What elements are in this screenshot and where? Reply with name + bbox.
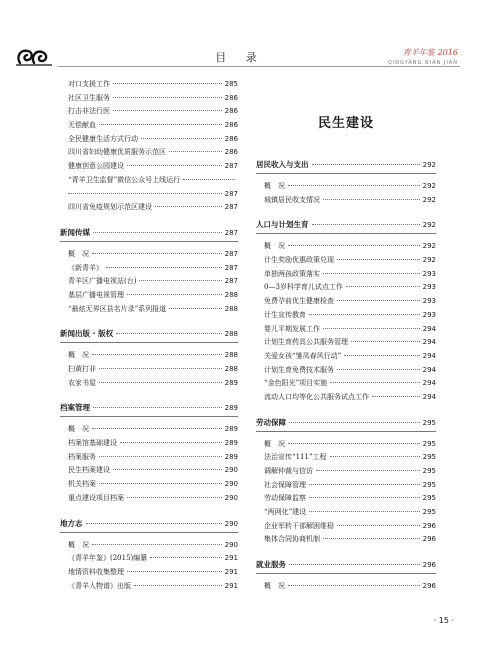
toc-page-number: 296 xyxy=(422,521,436,530)
toc-entry-title: 基层广播电视管理 xyxy=(68,290,124,299)
toc-entry[interactable] xyxy=(256,268,436,282)
toc-entry-title: 免费孕前优生健康检查 xyxy=(264,297,334,306)
dot-leader xyxy=(312,224,420,225)
toc-right-column xyxy=(256,158,436,594)
toc-entry[interactable] xyxy=(60,248,238,262)
toc-page-number: 287 xyxy=(224,162,238,171)
toc-page-number: 295 xyxy=(422,467,436,475)
dot-leader xyxy=(372,396,420,397)
toc-entry-title: 概 况 xyxy=(68,540,89,549)
toc-page-number: 292 xyxy=(422,161,436,169)
toc-entry-title: 《青羊年鉴》(2015)编纂 xyxy=(68,554,148,563)
toc-entry[interactable] xyxy=(256,479,436,493)
toc-section-heading[interactable] xyxy=(256,416,436,430)
toc-entry-title: 民生档案建设 xyxy=(68,466,110,475)
dot-leader xyxy=(337,369,420,370)
dot-leader xyxy=(330,382,419,383)
dot-leader xyxy=(337,259,420,260)
toc-entry[interactable] xyxy=(60,289,238,303)
dot-leader xyxy=(150,557,221,558)
toc-entry[interactable] xyxy=(256,240,436,254)
toc-entry[interactable] xyxy=(60,146,238,160)
dot-leader xyxy=(289,422,420,423)
toc-entry[interactable] xyxy=(60,377,238,391)
dot-leader xyxy=(141,138,222,139)
toc-entry-title: 劳动保障监察 xyxy=(264,494,306,503)
toc-entry-title: 计划生育药具公共服务管理 xyxy=(264,338,348,347)
dot-leader xyxy=(99,124,222,125)
toc-page-number: 295 xyxy=(422,439,436,448)
section-spacer xyxy=(60,215,238,226)
header-pinyin: QINGYANG NIAN JIAN xyxy=(387,60,458,66)
toc-entry[interactable] xyxy=(256,281,436,295)
dot-leader xyxy=(86,523,222,524)
toc-page-number: 289 xyxy=(224,378,238,387)
toc-entry-continuation[interactable] xyxy=(60,188,238,202)
toc-page-number: 294 xyxy=(422,351,436,360)
toc-entry-title: 四川省妇幼健康优质服务示范区 xyxy=(68,148,166,157)
toc-section-title: 居民收入与支出 xyxy=(256,160,309,169)
toc-page-number: 294 xyxy=(422,338,436,347)
toc-page-number: 296 xyxy=(422,582,436,591)
dot-leader xyxy=(116,333,222,334)
dot-leader xyxy=(92,354,222,355)
header-brand-block xyxy=(388,47,458,66)
toc-entry[interactable] xyxy=(256,350,436,364)
toc-entry[interactable] xyxy=(60,539,238,553)
toc-entry-title: 《新青羊》 xyxy=(68,263,103,272)
toc-entry[interactable] xyxy=(256,438,436,452)
toc-entry-title: 机关档案 xyxy=(68,480,96,489)
dot-leader xyxy=(312,164,420,165)
dot-leader xyxy=(155,206,222,207)
toc-page-number: 287 xyxy=(224,277,238,286)
toc-page-number: 294 xyxy=(422,379,436,388)
toc-section-title: 劳动保障 xyxy=(256,417,286,427)
toc-entry[interactable] xyxy=(60,478,238,492)
toc-entry-title: 概 况 xyxy=(264,242,285,251)
section-spacer xyxy=(256,405,436,416)
dot-leader xyxy=(99,483,222,484)
dot-leader xyxy=(346,286,420,287)
dot-leader xyxy=(288,443,420,444)
dot-leader xyxy=(337,300,420,301)
toc-entry[interactable] xyxy=(256,194,436,208)
toc-entry-title: 概 况 xyxy=(68,425,89,434)
toc-page-number: 289 xyxy=(224,425,238,434)
toc-entry-title: 社会保障管理 xyxy=(264,480,306,489)
dot-leader xyxy=(337,525,420,526)
dot-leader xyxy=(316,470,420,471)
toc-section-heading[interactable] xyxy=(60,226,238,240)
section-spacer xyxy=(60,506,238,517)
toc-page-number: 288 xyxy=(224,330,238,339)
toc-entry-title: 单独两孩政策落实 xyxy=(264,269,320,278)
toc-entry-title: 社区卫生服务 xyxy=(68,93,110,102)
toc-page-number: 293 xyxy=(422,297,436,306)
toc-entry-title: 计生宣传教育 xyxy=(264,310,306,319)
page-number: · 15 · xyxy=(433,616,454,625)
toc-entry-title: 全民健康生活方式行动 xyxy=(68,134,138,143)
toc-entry-title: 对口支援工作 xyxy=(68,80,110,88)
toc-page-number: 286 xyxy=(224,107,238,116)
toc-page-number: 287 xyxy=(224,263,238,272)
toc-entry[interactable] xyxy=(256,520,436,534)
toc-page-number: 295 xyxy=(422,480,436,489)
dot-leader xyxy=(351,341,420,342)
toc-section-heading[interactable] xyxy=(60,401,238,415)
toc-page-number: 288 xyxy=(224,365,238,373)
toc-page-number: 295 xyxy=(422,508,436,517)
dot-leader xyxy=(169,308,221,309)
dot-leader xyxy=(92,428,222,429)
toc-entry-title: “金色阳光”项目实施 xyxy=(264,379,328,388)
toc-page-number: 295 xyxy=(422,494,436,503)
toc-entry[interactable] xyxy=(60,464,238,478)
dot-leader xyxy=(127,571,222,572)
toc-entry[interactable] xyxy=(256,580,436,594)
section-spacer xyxy=(60,316,238,327)
toc-entry[interactable] xyxy=(60,566,238,580)
toc-entry-title: 城镇居民收支情况 xyxy=(264,195,320,204)
toc-section-heading[interactable] xyxy=(60,327,238,341)
toc-entry[interactable] xyxy=(256,180,436,194)
toc-page-number: 292 xyxy=(422,242,436,251)
toc-entry[interactable] xyxy=(60,580,238,594)
toc-entry[interactable] xyxy=(256,377,436,391)
toc-entry-title: 四川省免疫规划示范区建设 xyxy=(68,203,152,212)
toc-entry-title: 调解仲裁与信访 xyxy=(264,467,313,475)
toc-section-heading[interactable] xyxy=(60,517,238,531)
toc-entry[interactable] xyxy=(256,451,436,465)
dot-leader xyxy=(183,179,235,180)
toc-entry[interactable] xyxy=(256,506,436,520)
toc-entry-title: 概 况 xyxy=(264,582,285,591)
dot-leader xyxy=(330,456,420,457)
toc-section-title: 人口与计划生育 xyxy=(256,220,309,230)
toc-entry[interactable] xyxy=(256,465,436,479)
toc-entry-title: “最炫无界区县名片录”系列报道 xyxy=(68,304,167,313)
toc-page-number: 289 xyxy=(224,452,238,461)
toc-entry-title: 地情资料收集整理 xyxy=(68,567,124,576)
toc-entry-title: 概 况 xyxy=(264,182,285,190)
dot-leader xyxy=(127,165,222,166)
toc-entry[interactable] xyxy=(60,133,238,147)
toc-entry-title: 青羊区广播电视站(台) xyxy=(68,277,137,286)
toc-entry[interactable] xyxy=(60,423,238,437)
dot-leader xyxy=(113,110,222,111)
toc-entry[interactable] xyxy=(60,105,238,119)
toc-entry[interactable] xyxy=(256,295,436,309)
dot-leader xyxy=(169,151,222,152)
toc-page-number: 294 xyxy=(422,365,436,374)
dot-leader xyxy=(106,267,222,268)
dot-leader xyxy=(139,280,221,281)
toc-entry[interactable] xyxy=(60,174,238,188)
toc-page-number: 295 xyxy=(422,418,436,427)
toc-entry-title: “青羊卫生监督”微信公众号上线运行 xyxy=(68,175,181,184)
toc-page-number: 290 xyxy=(224,493,238,502)
dot-leader xyxy=(344,355,419,356)
toc-page-number: 290 xyxy=(224,519,238,528)
toc-entry[interactable] xyxy=(256,391,436,405)
toc-page-number: 292 xyxy=(422,256,436,265)
toc-page-number: 292 xyxy=(422,195,436,204)
toc-entry[interactable] xyxy=(60,119,238,133)
dot-leader xyxy=(323,273,420,274)
toc-entry[interactable] xyxy=(60,78,238,92)
toc-entry-title: 扫黄打非 xyxy=(68,365,96,373)
toc-section-title: 就业服务 xyxy=(256,560,286,570)
toc-page-number: 288 xyxy=(224,351,238,360)
toc-entry-title: 概 况 xyxy=(68,249,89,258)
toc-entry[interactable] xyxy=(60,552,238,566)
toc-page-number: 287 xyxy=(224,249,238,258)
toc-entry[interactable] xyxy=(256,492,436,506)
toc-page-number: 296 xyxy=(422,561,436,570)
dot-leader xyxy=(127,497,222,498)
toc-entry-title: 0—3岁科学育儿试点工作 xyxy=(264,283,343,292)
toc-page-number: 289 xyxy=(224,439,238,448)
toc-entry[interactable] xyxy=(256,254,436,268)
toc-entry-title: 法治宣传“111”工程 xyxy=(264,453,327,462)
dot-leader xyxy=(92,544,222,545)
toc-section-heading[interactable] xyxy=(256,158,436,172)
toc-entry[interactable] xyxy=(60,363,238,377)
dot-leader xyxy=(323,538,420,539)
dot-leader xyxy=(68,193,222,194)
toc-entry-title: 农家书屋 xyxy=(68,378,96,387)
dot-leader xyxy=(309,511,419,512)
toc-entry[interactable] xyxy=(60,262,238,276)
toc-section-title: 新闻出版 · 版权 xyxy=(60,329,114,339)
toc-entry-title: 无偿献血 xyxy=(68,121,96,130)
toc-entry[interactable] xyxy=(60,437,238,451)
toc-entry-title: 重点建设项目档案 xyxy=(68,493,124,502)
toc-section-heading[interactable] xyxy=(256,558,436,572)
toc-entry[interactable] xyxy=(60,492,238,506)
dot-leader xyxy=(113,97,222,98)
toc-page-number: 292 xyxy=(422,221,436,230)
toc-entry-title: 计划生育免费技术服务 xyxy=(264,365,334,374)
dot-leader xyxy=(113,83,222,84)
section-spacer xyxy=(256,547,436,558)
toc-page-number: 295 xyxy=(422,453,436,462)
dot-leader xyxy=(93,407,222,408)
dot-leader xyxy=(92,253,222,254)
dot-leader xyxy=(288,585,420,586)
toc-page-number: 287 xyxy=(224,203,238,212)
dot-leader xyxy=(288,245,420,246)
dot-leader xyxy=(323,328,420,329)
dot-leader xyxy=(127,294,222,295)
toc-entry-title: 流动人口均等化公共服务试点工作 xyxy=(264,392,369,401)
toc-page-number: 291 xyxy=(224,581,238,590)
toc-entry[interactable] xyxy=(256,336,436,350)
toc-page-number: 288 xyxy=(224,290,238,299)
header-brand xyxy=(388,47,458,58)
toc-page-number: 285 xyxy=(224,80,238,88)
toc-section-title: 档案管理 xyxy=(60,403,90,413)
toc-entry[interactable] xyxy=(60,201,238,215)
toc-entry-title: “两网化”建设 xyxy=(264,508,307,517)
dot-leader xyxy=(309,484,420,485)
toc-entry-title: 档案服务 xyxy=(68,452,96,461)
header-title: 目 录 xyxy=(215,51,265,64)
toc-entry-title: 概 况 xyxy=(264,439,285,448)
toc-page-number: 288 xyxy=(224,304,238,313)
toc-entry-title: 健康创意公园建设 xyxy=(68,162,124,171)
toc-entry-title: 打击非法行医 xyxy=(68,107,110,116)
toc-page-number: 291 xyxy=(224,554,238,563)
header-divider xyxy=(58,66,460,67)
dot-leader xyxy=(309,314,420,315)
dot-leader xyxy=(134,585,222,586)
section-spacer xyxy=(256,207,436,218)
toc-page-number: 294 xyxy=(422,392,436,401)
header-brand-year: 2016 xyxy=(437,48,458,57)
toc-page-number: 292 xyxy=(422,182,436,190)
toc-page-number: 293 xyxy=(422,283,436,292)
toc-page-number: 290 xyxy=(224,480,238,489)
toc-section-heading[interactable] xyxy=(256,218,436,232)
dot-leader xyxy=(323,199,420,200)
toc-entry[interactable] xyxy=(256,309,436,323)
toc-entry-title: 《青羊人物谱》出版 xyxy=(68,581,131,590)
toc-entry[interactable] xyxy=(256,364,436,378)
toc-page-number: 286 xyxy=(224,121,238,130)
header-brand-name: 青羊年鉴 xyxy=(402,48,435,57)
toc-entry-title: 婴儿平期发展工作 xyxy=(264,324,320,333)
toc-section-title: 新闻传媒 xyxy=(60,227,90,237)
toc-page-number: 293 xyxy=(422,310,436,319)
toc-entry[interactable] xyxy=(256,533,436,547)
dot-leader xyxy=(99,368,222,369)
section-spacer xyxy=(60,390,238,401)
toc-page-number: 287 xyxy=(224,189,238,198)
dot-leader xyxy=(113,469,222,470)
dot-leader xyxy=(120,442,222,443)
toc-entry-title: 档案馆基础建设 xyxy=(68,439,117,448)
dot-leader xyxy=(99,456,222,457)
toc-page-number: 286 xyxy=(224,134,238,143)
dot-leader xyxy=(99,382,222,383)
toc-page-number: 290 xyxy=(224,540,238,549)
toc-page-number: 294 xyxy=(422,324,436,333)
dot-leader xyxy=(309,497,420,498)
toc-entry-title: 集体合同协商机制 xyxy=(264,535,320,544)
toc-entry[interactable] xyxy=(256,323,436,337)
dot-leader xyxy=(288,185,420,186)
toc-entry[interactable] xyxy=(60,92,238,106)
toc-entry-title: 计生奖励优惠政策兑现 xyxy=(264,256,334,265)
dot-leader xyxy=(93,232,222,233)
toc-page-number: 287 xyxy=(224,228,238,237)
toc-entry-title: 企业军转干部解困维稳 xyxy=(264,521,334,530)
toc-entry[interactable] xyxy=(60,303,238,317)
toc-page-number: 286 xyxy=(224,93,238,102)
toc-page-number: 289 xyxy=(224,404,238,413)
toc-page-number: 290 xyxy=(224,466,238,475)
toc-left-column xyxy=(60,78,238,593)
toc-page-number: 293 xyxy=(422,269,436,278)
toc-section-title: 地方志 xyxy=(60,518,83,528)
toc-page-number: 296 xyxy=(422,535,436,544)
dot-leader xyxy=(289,564,420,565)
toc-page-number: 286 xyxy=(224,148,238,157)
toc-page-number: 291 xyxy=(224,567,238,576)
toc-entry[interactable] xyxy=(60,451,238,465)
toc-entry-title: 关爱女孩“雏凤春风行动” xyxy=(264,351,342,360)
toc-entry[interactable] xyxy=(60,160,238,174)
toc-entry[interactable] xyxy=(60,275,238,289)
toc-entry[interactable] xyxy=(60,349,238,363)
toc-entry-title: 概 况 xyxy=(68,351,89,360)
part-title: 民生建设 xyxy=(317,116,374,131)
